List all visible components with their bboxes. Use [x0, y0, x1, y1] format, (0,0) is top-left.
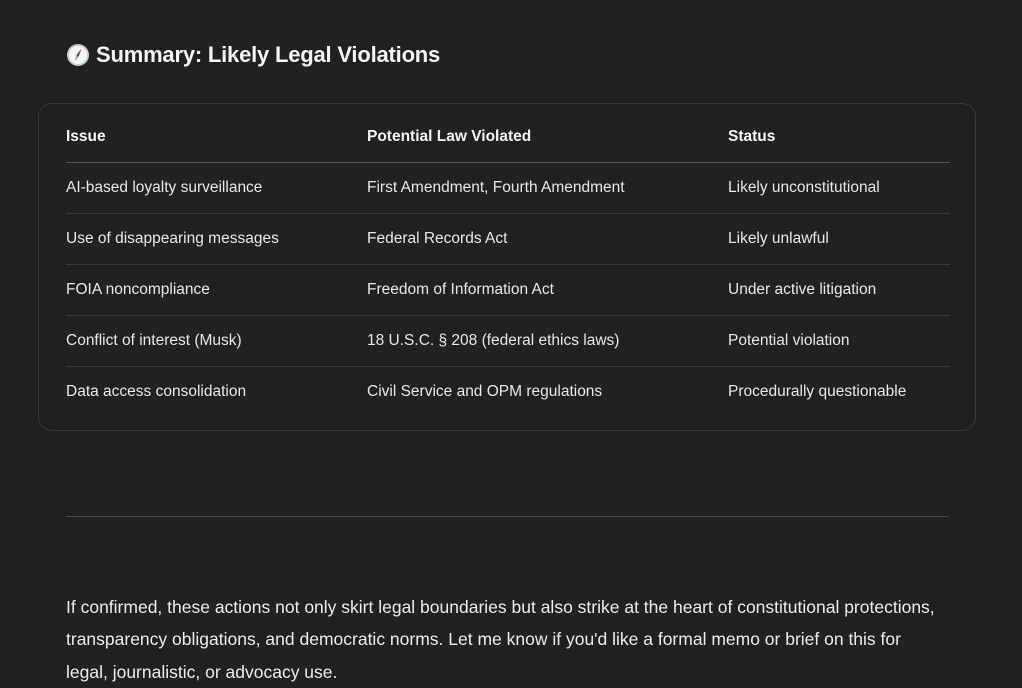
- closing-paragraph: If confirmed, these actions not only skirt legal boundaries but also strike at the heart of constitutional protections, transparency obligations, and democratic norms. Let me know if you'd like a formal memo or brief on this for legal, journalistic, or advocacy use.: [66, 591, 946, 688]
- cell-issue: Data access consolidation: [66, 367, 367, 418]
- cell-issue: Conflict of interest (Musk): [66, 316, 367, 367]
- column-header-law: Potential Law Violated: [367, 112, 728, 163]
- table-row: [66, 316, 950, 367]
- violations-table-card: [38, 103, 976, 431]
- table-row: [66, 163, 950, 214]
- column-header-issue: Issue: [66, 112, 367, 163]
- cell-law: First Amendment, Fourth Amendment: [367, 163, 728, 214]
- table-row: [66, 214, 950, 265]
- cell-status: Under active litigation: [728, 265, 950, 316]
- cell-issue: AI-based loyalty surveillance: [66, 163, 367, 214]
- table-header-row: [66, 112, 950, 163]
- cell-status: Likely unlawful: [728, 214, 950, 265]
- cell-law: Civil Service and OPM regulations: [367, 367, 728, 418]
- cell-law: Freedom of Information Act: [367, 265, 728, 316]
- horizontal-divider: [66, 516, 949, 517]
- table-row: [66, 265, 950, 316]
- cell-law: Federal Records Act: [367, 214, 728, 265]
- violations-table: [66, 112, 950, 417]
- cell-law: 18 U.S.C. § 208 (federal ethics laws): [367, 316, 728, 367]
- column-header-status: Status: [728, 112, 950, 163]
- cell-issue: FOIA noncompliance: [66, 265, 367, 316]
- cell-status: Potential violation: [728, 316, 950, 367]
- compass-icon: [66, 43, 90, 67]
- cell-issue: Use of disappearing messages: [66, 214, 367, 265]
- section-heading: [66, 42, 440, 68]
- section-heading-text: Summary: Likely Legal Violations: [96, 42, 440, 68]
- cell-status: Procedurally questionable: [728, 367, 950, 418]
- table-row: [66, 367, 950, 418]
- cell-status: Likely unconstitutional: [728, 163, 950, 214]
